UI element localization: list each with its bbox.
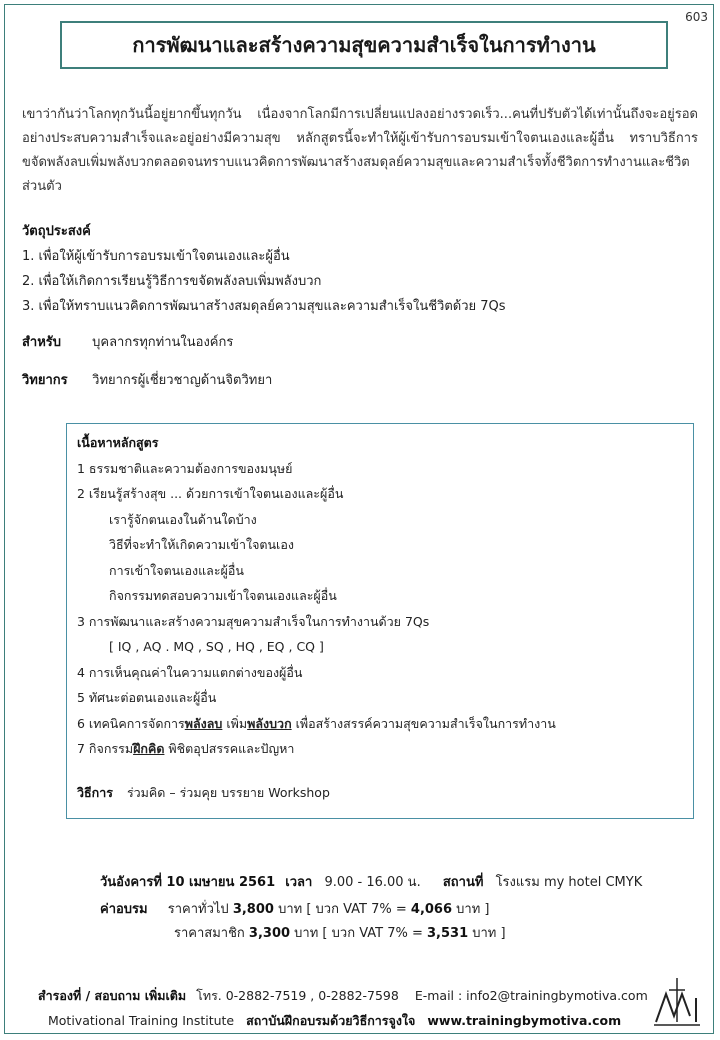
fee-amount: 3,531 (427, 926, 469, 941)
content-subitem: กิจกรรมทดสอบความเข้าใจตนเองและผู้อื่น (109, 588, 337, 603)
trainer-row (22, 369, 272, 393)
content-emphasis: ฝึกคิด (133, 741, 165, 756)
schedule-time-label: เวลา (285, 875, 313, 890)
content-text: พิชิตอุปสรรคและปัญหา (164, 741, 295, 756)
audience-row (22, 331, 233, 355)
page-number: 603 (685, 10, 708, 24)
contact-row (38, 984, 648, 1008)
content-item: 4 การเห็นคุณค่าในความแตกต่างของผู้อื่น (77, 664, 303, 680)
course-content-box (66, 423, 694, 819)
fee-text: บาท [ บวก VAT 7% = (273, 902, 411, 917)
content-text: 7 กิจกรรม (77, 741, 134, 756)
fee-amount: 4,066 (410, 902, 453, 917)
objective-item: 1. เพื่อให้ผู้เข้ารับการอบรมเข้าใจตนเองและผู้อื่น (22, 249, 290, 264)
fee-member-row (174, 921, 506, 947)
fee-general-row (100, 897, 490, 923)
method-value: ร่วมคิด – ร่วมคุย บรรยาย Workshop (126, 784, 330, 800)
method-row (77, 780, 683, 806)
fee-text: บาท [ บวก VAT 7% = (290, 926, 427, 941)
method-label: วิธีการ (77, 784, 113, 800)
objective-item: 3. เพื่อให้ทราบแนวคิดการพัฒนาสร้างสมดุลย์ความสุขและความสำเร็จในชีวิตด้วย 7Qs (22, 299, 506, 314)
content-heading: เนื้อหาหลักสูตร (77, 435, 159, 450)
org-row (48, 1009, 621, 1033)
trainer-value: วิทยากรผู้เชี่ยวชาญด้านจิตวิทยา (92, 373, 273, 388)
content-emphasis: พลังบวก (247, 715, 292, 731)
content-text: 6 เทคนิคการจัดการ (77, 715, 185, 731)
objectives-section (22, 219, 698, 319)
fee-text: บาท ] (468, 926, 506, 941)
website-link[interactable]: www.trainingbymotiva.com (427, 1013, 622, 1028)
objectives-heading: วัตถุประสงค์ (22, 224, 91, 239)
org-name-th: สถาบันฝึกอบรมด้วยวิธีการจูงใจ (246, 1013, 416, 1028)
fee-label: ค่าอบรม (100, 902, 148, 917)
schedule-row (100, 870, 642, 896)
fee-text: ราคาทั่วไป (167, 902, 233, 917)
content-emphasis: พลังลบ (184, 715, 223, 731)
fee-text: ราคาสมาชิก (174, 926, 249, 941)
spacer (77, 762, 683, 780)
page-title (60, 21, 668, 69)
intro-paragraph: เขาว่ากันว่าโลกทุกวันนี้อยู่ยากขึ้นทุกวัน เนื่องจากโลกมีการเปลี่ยนแปลงอย่างรวดเร็ว...คนที่ปรับตัวได้เท่านั้นถึงจะอยู่รอด อย่างประสบความสำเร็จและอยู่อย่างมีความสุข หลักสูตรนี้จะทำให้ผู้เข้ารับการอบรมเข้าใจตนเองและผู้อื่น ทราบวิธีการขจัดพลังลบเพิ่มพลังบวกตลอดจนทราบแนวคิดการพัฒนาสร้างสมดุลย์ความสุขและความสำเร็จทั้งชีวิตการทำงานและชีวิตส่วนตัว (22, 107, 698, 194)
content-subitem: เรารู้จักตนเองในด้านใดบ้าง (109, 511, 257, 527)
fee-amount: 3,800 (232, 902, 274, 917)
content-text: เพื่อสร้างสรรค์ความสุขความสำเร็จในการทำงาน (291, 715, 556, 731)
content-item: 1 ธรรมชาติและความต้องการของมนุษย์ (77, 460, 293, 476)
content-subitem-7qs: [ IQ , AQ . MQ , SQ , HQ , EQ , CQ ] (109, 639, 324, 654)
mti-logo-icon (652, 976, 702, 1028)
content-item: 3 การพัฒนาและสร้างความสุขความสำเร็จในการทำงานด้วย 7Qs (77, 613, 430, 629)
fee-amount: 3,300 (248, 926, 291, 941)
fee-text: บาท ] (452, 902, 490, 917)
schedule-time: 9.00 - 16.00 น. (324, 875, 421, 890)
content-subitem: วิธีที่จะทำให้เกิดความเข้าใจตนเอง (109, 537, 294, 552)
content-item: 2 เรียนรู้สร้างสุข ... ด้วยการเข้าใจตนเองและผู้อื่น (77, 486, 344, 501)
objective-item: 2. เพื่อให้เกิดการเรียนรู้วิธีการขจัดพลังลบเพิ่มพลังบวก (22, 274, 322, 289)
page-title-text: การพัฒนาและสร้างความสุขความสำเร็จในการทำงาน (132, 33, 596, 57)
trainer-label: วิทยากร (22, 373, 68, 388)
org-name-en: Motivational Training Institute (48, 1013, 235, 1028)
content-item-6 (77, 711, 683, 737)
contact-phone[interactable]: โทร. 0-2882-7519 , 0-2882-7598 (196, 988, 399, 1003)
contact-email[interactable]: E-mail : info2@trainingbymotiva.com (414, 988, 648, 1003)
schedule-date: วันอังคารที่ 10 เมษายน 2561 (100, 875, 276, 890)
content-text: เพิ่ม (222, 715, 248, 731)
content-item: 5 ทัศนะต่อตนเองและผู้อื่น (77, 690, 217, 705)
audience-value: บุคลากรทุกท่านในองค์กร (92, 335, 234, 350)
venue-label: สถานที่ (442, 875, 484, 890)
contact-label: สำรองที่ / สอบถาม เพิ่มเติม (38, 988, 187, 1003)
content-subitem: การเข้าใจตนเองและผู้อื่น (109, 562, 244, 578)
venue-value: โรงแรม my hotel CMYK (495, 875, 643, 890)
content-item-7 (77, 736, 683, 762)
audience-label: สำหรับ (22, 335, 62, 350)
